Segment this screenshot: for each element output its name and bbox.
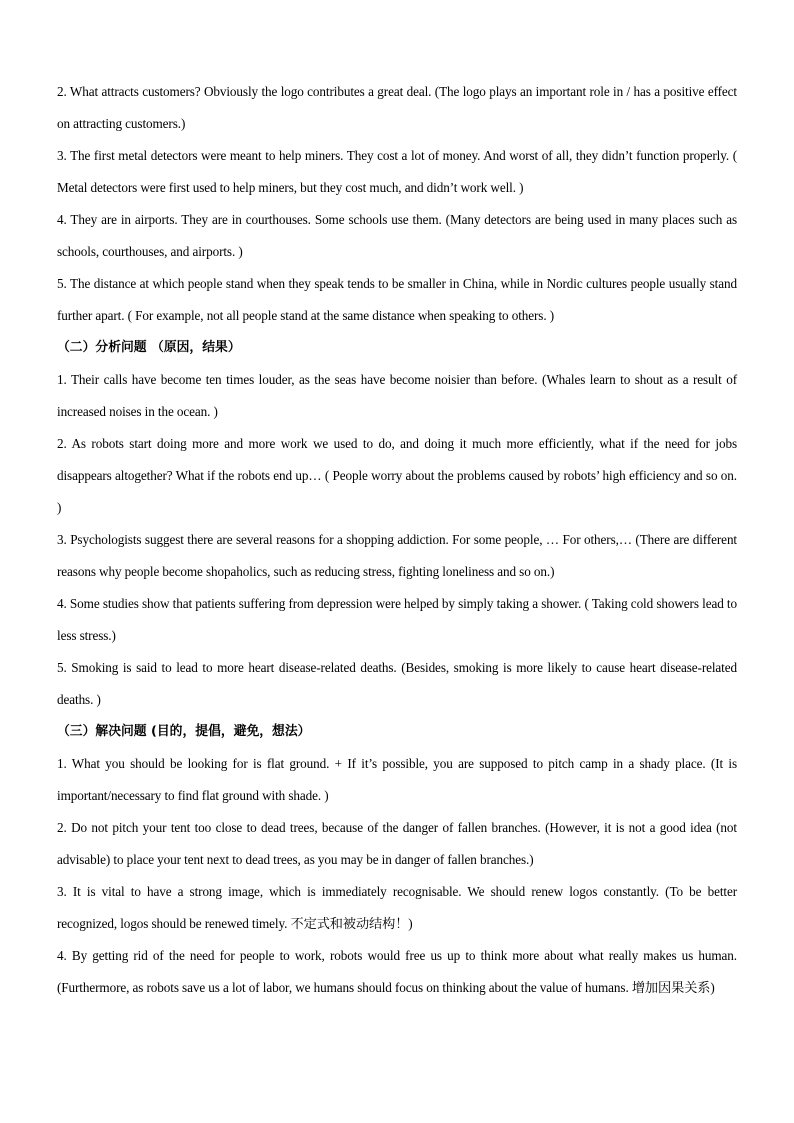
paragraph-s2-5: 5. Smoking is said to lead to more heart disease-related deaths. (Besides, smoking is more likely to cause heart disease-related deaths. ) bbox=[57, 660, 737, 707]
paragraph-s3-3: 3. It is vital to have a strong image, which is immediately recognisable. We should renew logos constantly. (To be better recognized, logos should be renewed timely. 不定式和被动结构！) bbox=[57, 884, 737, 931]
paragraph-s2-1: 1. Their calls have become ten times louder, as the seas have become noisier than before. (Whales learn to shout as a result of increased noises in the ocean. ) bbox=[57, 372, 737, 419]
paragraph-s1-3: 3. The first metal detectors were meant to help miners. They cost a lot of money. And worst of all, they didn’t function properly. ( Metal detectors were first used to help miners, but they cost much, and didn’t work well. ) bbox=[57, 148, 737, 195]
paragraph-s1-4: 4. They are in airports. They are in courthouses. Some schools use them. (Many detectors are being used in many places such as schools, courthouses, and airports. ) bbox=[57, 212, 737, 259]
document-page bbox=[57, 76, 737, 1004]
section-heading-analysis: （二）分析问题 （原因，结果） bbox=[57, 340, 241, 355]
paragraph-s3-1: 1. What you should be looking for is flat ground. + If it’s possible, you are supposed to pitch camp in a shady place. (It is important/necessary to find flat ground with shade. ) bbox=[57, 756, 737, 803]
paragraph-s2-3: 3. Psychologists suggest there are several reasons for a shopping addiction. For some people, … For others,… (There are different reasons why people become shopaholics, such as reducing stress, fighting loneliness and so on.) bbox=[57, 532, 737, 579]
paragraph-s3-4: 4. By getting rid of the need for people to work, robots would free us up to think more about what really makes us human. (Furthermore, as robots save us a lot of labor, we humans should focus on thinking about the value of humans. 增加因果关系) bbox=[57, 948, 737, 995]
paragraph-s1-2: 2. What attracts customers? Obviously the logo contributes a great deal. (The logo plays an important role in / has a positive effect on attracting customers.) bbox=[57, 84, 737, 131]
paragraph-s2-4: 4. Some studies show that patients suffering from depression were helped by simply taking a shower. ( Taking cold showers lead to less stress.) bbox=[57, 596, 737, 643]
paragraph-s1-5: 5. The distance at which people stand when they speak tends to be smaller in China, while in Nordic cultures people usually stand further apart. ( For example, not all people stand at the same distance when speaking to others. ) bbox=[57, 276, 737, 323]
section-heading-solutions: （三）解决问题 (目的，提倡，避免，想法） bbox=[57, 724, 311, 739]
paragraph-s2-2: 2. As robots start doing more and more work we used to do, and doing it much more efficiently, what if the need for jobs disappears altogether? What if the robots end up… ( People worry about the problems caused by robots’ high efficiency and so on. ) bbox=[57, 436, 737, 515]
paragraph-s3-2: 2. Do not pitch your tent too close to dead trees, because of the danger of fallen branches. (However, it is not a good idea (not advisable) to place your tent next to dead trees, as you may be in danger of fallen branches.) bbox=[57, 820, 737, 867]
